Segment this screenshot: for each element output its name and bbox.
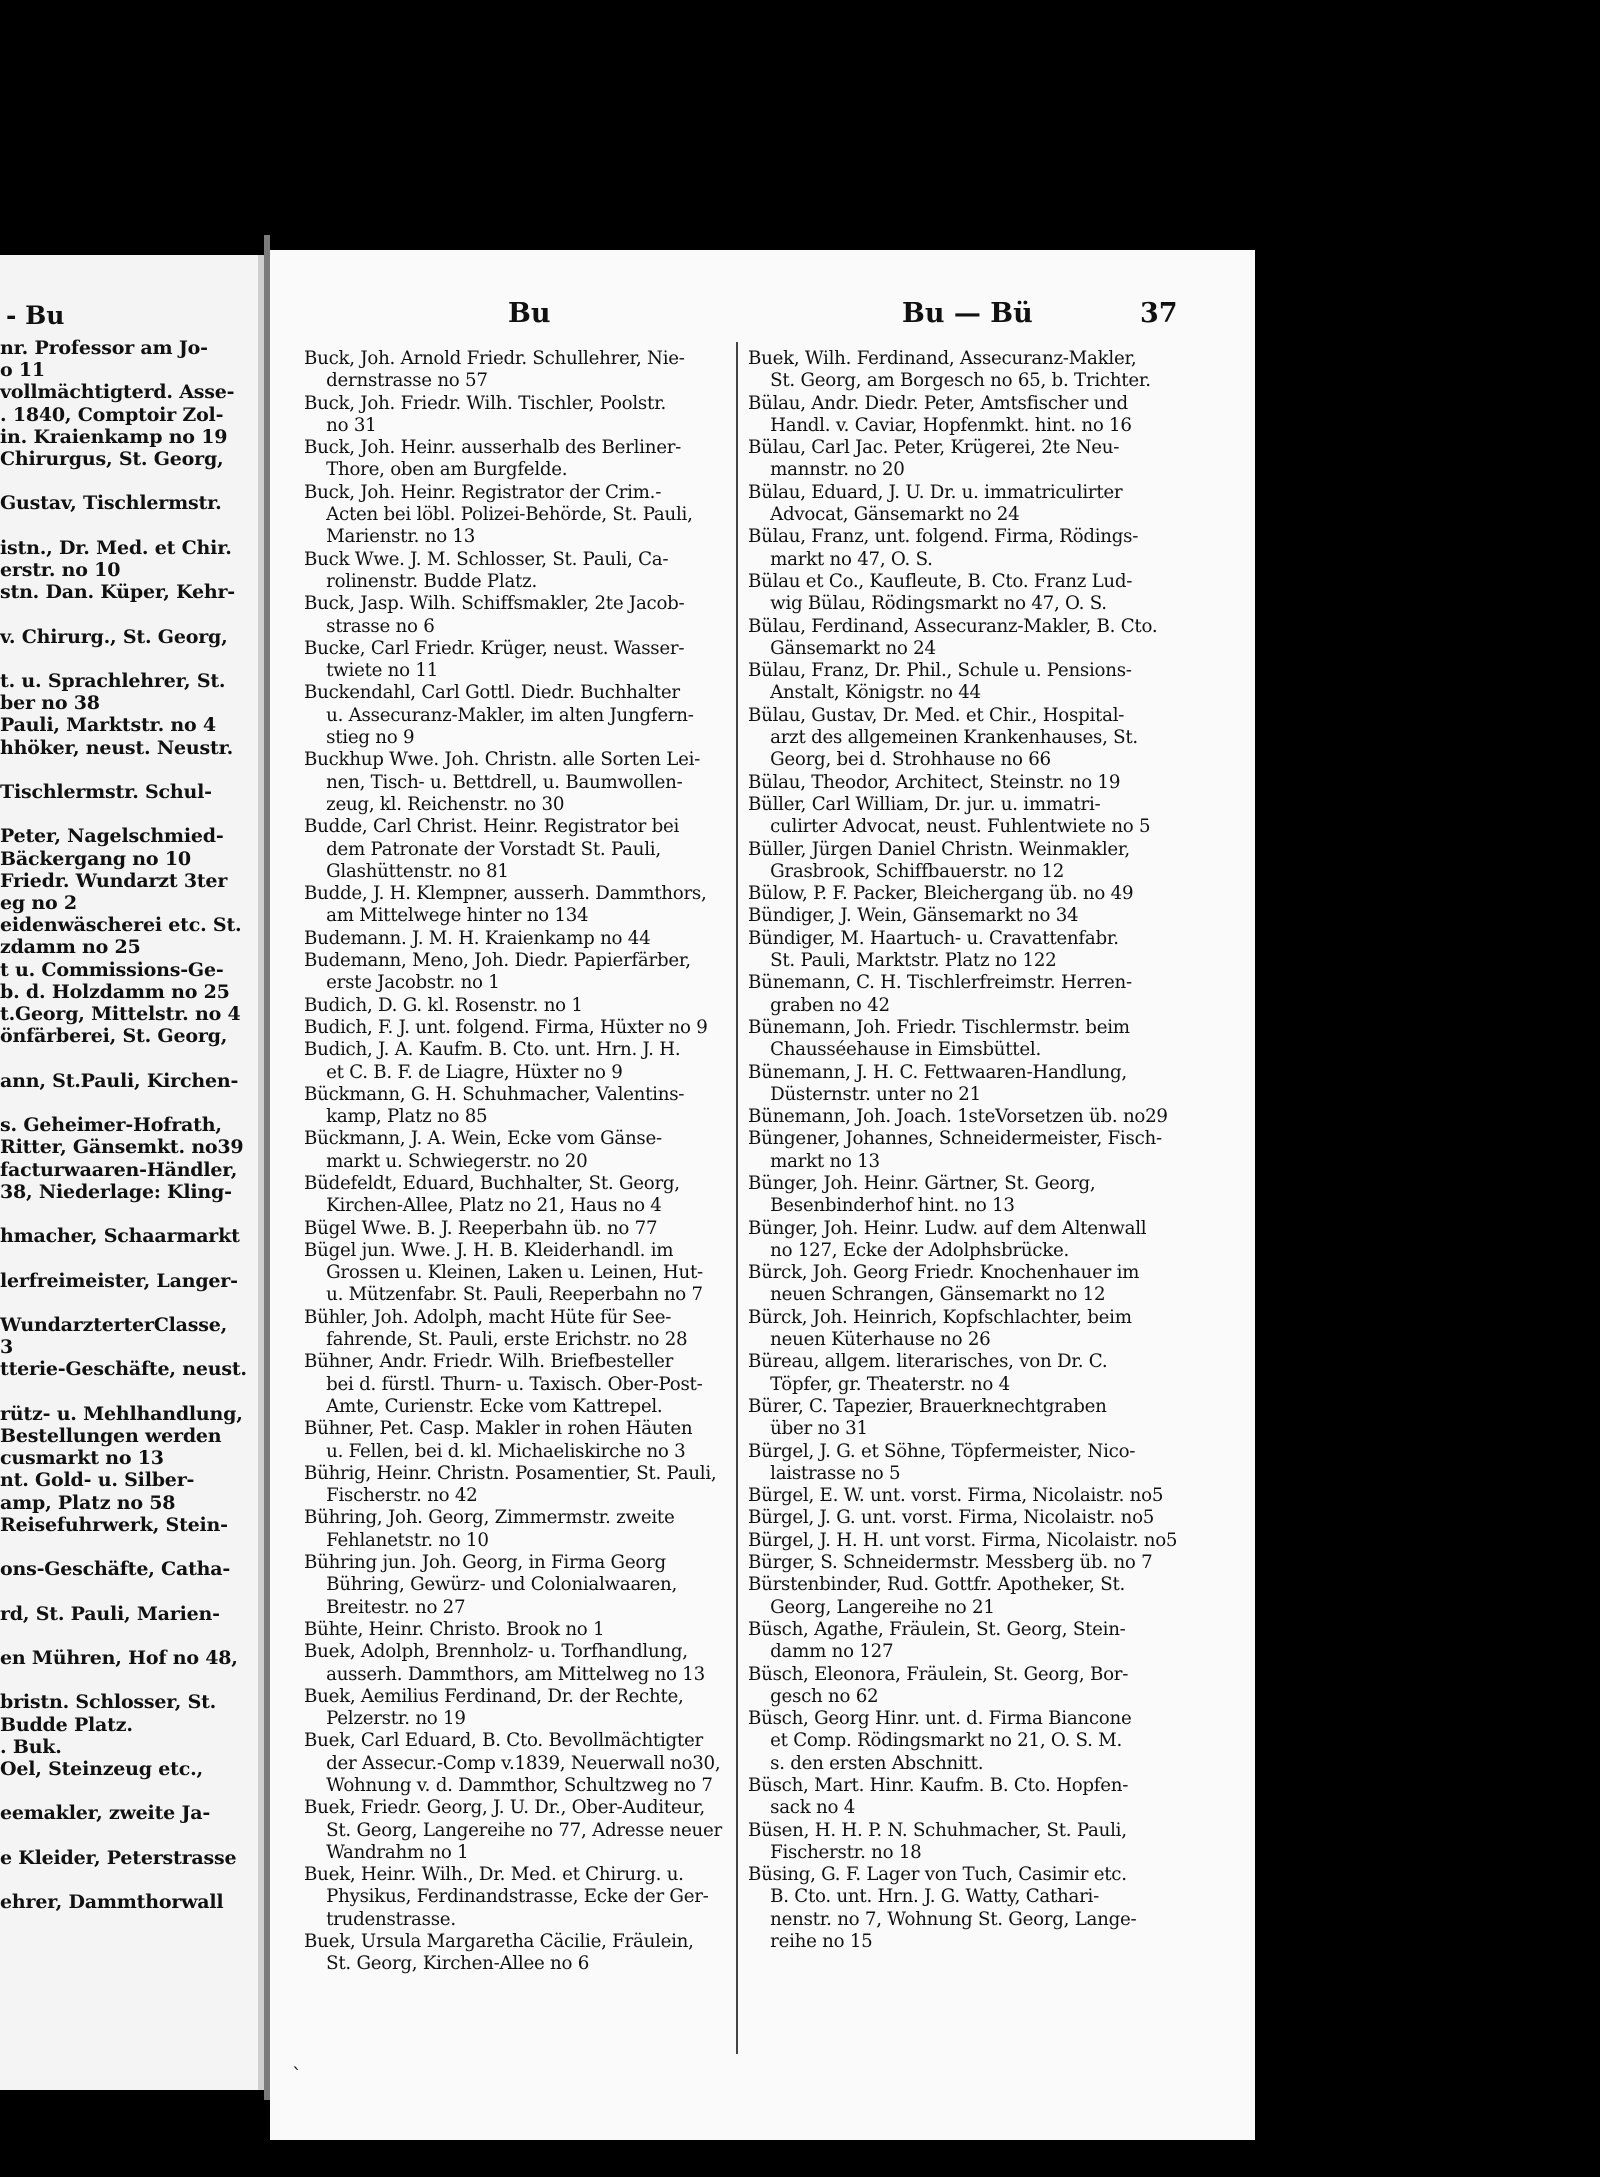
entry-line: Buek, Adolph, Brennholz- u. Torfhandlung, bbox=[304, 1641, 688, 1663]
entry-line: amp, Platz no 58 bbox=[0, 1491, 176, 1514]
entry-line: Buck Wwe. J. M. Schlosser, St. Pauli, Ca- bbox=[304, 548, 669, 570]
entry-line: Buek, Friedr. Georg, J. U. Dr., Ober-Auditeur, bbox=[304, 1797, 705, 1819]
entry-line: o 11 bbox=[0, 359, 45, 382]
entry-line: Gänsemarkt no 24 bbox=[748, 637, 936, 659]
entry-line: Bünemann, Joh. Joach. 1steVorsetzen üb. no29 bbox=[748, 1106, 1168, 1128]
entry-line bbox=[0, 759, 247, 781]
entry-line: Bürstenbinder, Rud. Gottfr. Apotheker, St. bbox=[748, 1574, 1126, 1596]
entry-line: Fischerstr. no 18 bbox=[748, 1841, 922, 1863]
entry-line: am Mittelwege hinter no 134 bbox=[304, 905, 589, 927]
entry-line: Thore, oben am Burgfelde. bbox=[304, 459, 568, 481]
entry-line: Budich, J. A. Kaufm. B. Cto. unt. Hrn. J. H. bbox=[304, 1039, 681, 1061]
entry-line: Bürer, C. Tapezier, Brauerknechtgraben bbox=[748, 1395, 1107, 1417]
entry-line: Bürger, S. Schneidermstr. Messberg üb. no 7 bbox=[748, 1552, 1153, 1574]
entry-line: et Comp. Rödingsmarkt no 21, O. S. M. bbox=[748, 1730, 1123, 1752]
entry-line bbox=[0, 1580, 247, 1602]
entry-line: Breitestr. no 27 bbox=[304, 1596, 466, 1618]
entry-line: ber no 38 bbox=[0, 692, 100, 715]
entry-line: Pelzerstr. no 19 bbox=[304, 1708, 466, 1730]
entry-line: Buck, Joh. Arnold Friedr. Schullehrer, Nie- bbox=[304, 348, 685, 369]
entry-line: Bülau, Franz, Dr. Phil., Schule u. Pensions- bbox=[748, 660, 1132, 682]
entry-line bbox=[0, 603, 247, 625]
entry-line: reihe no 15 bbox=[748, 1931, 873, 1953]
entry-line bbox=[0, 1825, 247, 1847]
entry-line: Peter, Nagelschmied- bbox=[0, 825, 224, 848]
entry-line: s. Geheimer-Hofrath, bbox=[0, 1114, 222, 1137]
entry-line: kamp, Platz no 85 bbox=[304, 1106, 488, 1128]
entry-line: rütz- u. Mehlhandlung, bbox=[0, 1402, 243, 1425]
entry-line: Handl. v. Caviar, Hopfenmkt. hint. no 16 bbox=[748, 414, 1132, 436]
entry-line: stieg no 9 bbox=[304, 727, 415, 749]
entry-line: t. u. Sprachlehrer, St. bbox=[0, 670, 226, 693]
entry-line: Büsch, Mart. Hinr. Kaufm. B. Cto. Hopfen- bbox=[748, 1775, 1129, 1796]
entry-line bbox=[0, 1203, 247, 1225]
entry-line bbox=[0, 1669, 247, 1691]
entry-line: Bürgel, E. W. unt. vorst. Firma, Nicolaistr. no5 bbox=[748, 1485, 1164, 1507]
entry-line: neuen Küterhause no 26 bbox=[748, 1329, 991, 1351]
entry-line: Bülow, P. F. Packer, Bleichergang üb. no 49 bbox=[748, 883, 1134, 905]
entry-line: Glashüttenstr. no 81 bbox=[304, 860, 509, 882]
entry-line: culirter Advocat, neust. Fuhlentwiete no 5 bbox=[748, 816, 1151, 838]
entry-line: Anstalt, Königstr. no 44 bbox=[748, 682, 981, 704]
entry-line: 38, Niederlage: Kling- bbox=[0, 1180, 232, 1203]
entry-line: eemakler, zweite Ja- bbox=[0, 1802, 211, 1825]
entry-line: nenstr. no 7, Wohnung St. Georg, Lange- bbox=[748, 1908, 1137, 1930]
entry-line: Büngener, Johannes, Schneidermeister, Fisch- bbox=[748, 1128, 1162, 1150]
entry-line bbox=[0, 1780, 247, 1802]
entry-line: fahrende, St. Pauli, erste Erichstr. no 28 bbox=[304, 1329, 688, 1351]
entry-line: Gustav, Tischlermstr. bbox=[0, 492, 222, 515]
entry-line: Bühring, Joh. Georg, Zimmermstr. zweite bbox=[304, 1507, 675, 1529]
entry-line: en Mühren, Hof no 48, bbox=[0, 1646, 238, 1669]
entry-line: Chirurgus, St. Georg, bbox=[0, 448, 224, 471]
entry-line: Grasbrook, Schiffbauerstr. no 12 bbox=[748, 860, 1065, 882]
running-head-left: Bu bbox=[508, 298, 551, 329]
entry-line: Bestellungen werden bbox=[0, 1424, 222, 1447]
entry-line: Oel, Steinzeug etc., bbox=[0, 1758, 203, 1780]
entry-line: önfärberei, St. Georg, bbox=[0, 1025, 228, 1048]
entry-line bbox=[0, 470, 247, 492]
entry-line: tterie-Geschäfte, neust. bbox=[0, 1358, 247, 1381]
entry-line: cusmarkt no 13 bbox=[0, 1447, 164, 1470]
entry-line: Bückmann, J. A. Wein, Ecke vom Gänse- bbox=[304, 1128, 662, 1150]
entry-line: Chausséehause in Eimsbüttel. bbox=[748, 1039, 1041, 1061]
directory-column-1 bbox=[304, 348, 722, 1976]
entry-line bbox=[0, 1247, 247, 1269]
entry-line: laistrasse no 5 bbox=[748, 1462, 901, 1484]
entry-line: Bülau, Carl Jac. Peter, Krügerei, 2te Neu- bbox=[748, 437, 1120, 459]
entry-line: Budemann. J. M. H. Kraienkamp no 44 bbox=[304, 927, 651, 949]
entry-line: Buck, Jasp. Wilh. Schiffsmakler, 2te Jacob- bbox=[304, 593, 685, 615]
entry-line: Bülau, Andr. Diedr. Peter, Amtsfischer und bbox=[748, 392, 1128, 414]
entry-line: markt no 47, O. S. bbox=[748, 548, 933, 570]
entry-line: u. Fellen, bei d. kl. Michaeliskirche no 3 bbox=[304, 1440, 686, 1462]
entry-line: Acten bei löbl. Polizei-Behörde, St. Pauli, bbox=[304, 504, 693, 526]
entry-line bbox=[0, 1625, 247, 1647]
entry-line: Buek, Aemilius Ferdinand, Dr. der Rechte, bbox=[304, 1685, 684, 1707]
entry-line: ann, St.Pauli, Kirchen- bbox=[0, 1069, 239, 1092]
entry-line: ausserh. Dammthors, am Mittelweg no 13 bbox=[304, 1663, 705, 1685]
entry-line bbox=[0, 648, 247, 670]
entry-line: Amte, Curienstr. Ecke vom Kattrepel. bbox=[304, 1395, 663, 1417]
entry-line: Budemann, Meno, Joh. Diedr. Papierfärber, bbox=[304, 950, 691, 972]
right-page bbox=[270, 250, 1255, 2140]
entry-line: Büller, Carl William, Dr. jur. u. immatri- bbox=[748, 793, 1101, 815]
entry-line: Buck, Joh. Heinr. ausserhalb des Berliner- bbox=[304, 437, 682, 459]
entry-line: St. Georg, Kirchen-Allee no 6 bbox=[304, 1953, 590, 1975]
entry-line: Bühring jun. Joh. Georg, in Firma Georg bbox=[304, 1552, 666, 1574]
entry-line: Budde, Carl Christ. Heinr. Registrator bei bbox=[304, 816, 680, 838]
entry-line: Bürck, Joh. Heinrich, Kopfschlachter, beim bbox=[748, 1306, 1132, 1328]
entry-line: s. den ersten Abschnitt. bbox=[748, 1752, 984, 1774]
entry-line: Bügel Wwe. B. J. Reeperbahn üb. no 77 bbox=[304, 1217, 658, 1239]
entry-line bbox=[0, 1092, 247, 1114]
entry-line bbox=[0, 1048, 247, 1070]
entry-line: Budde, J. H. Klempner, ausserh. Dammthors, bbox=[304, 883, 707, 905]
entry-line: Fehlanetstr. no 10 bbox=[304, 1529, 489, 1551]
entry-line: Buckendahl, Carl Gottl. Diedr. Buchhalter bbox=[304, 682, 680, 704]
entry-line: t.Georg, Mittelstr. no 4 bbox=[0, 1003, 241, 1026]
entry-line: Bühler, Joh. Adolph, macht Hüte für See- bbox=[304, 1306, 672, 1328]
entry-line: Bünemann, Joh. Friedr. Tischlermstr. beim bbox=[748, 1016, 1130, 1038]
entry-line bbox=[0, 803, 247, 825]
entry-line: Bülau, Gustav, Dr. Med. et Chir., Hospital- bbox=[748, 704, 1125, 726]
entry-line: Bünger, Joh. Heinr. Ludw. auf dem Altenwall bbox=[748, 1217, 1147, 1239]
entry-line: damm no 127 bbox=[748, 1641, 894, 1663]
entry-line: ehrer, Dammthorwall bbox=[0, 1891, 224, 1914]
entry-line: Fischerstr. no 42 bbox=[304, 1485, 478, 1507]
left-page-header: - Bu bbox=[6, 301, 65, 330]
entry-line: twiete no 11 bbox=[304, 660, 439, 682]
entry-line: ons-Geschäfte, Catha- bbox=[0, 1558, 231, 1581]
entry-line: Budich, D. G. kl. Rosenstr. no 1 bbox=[304, 994, 583, 1016]
entry-line: Georg, bei d. Strohhause no 66 bbox=[748, 749, 1051, 771]
entry-line: no 127, Ecke der Adolphsbrücke. bbox=[748, 1239, 1070, 1261]
entry-line: Bündiger, J. Wein, Gänsemarkt no 34 bbox=[748, 905, 1079, 927]
entry-line: gesch no 62 bbox=[748, 1685, 879, 1707]
entry-line: Budich, F. J. unt. folgend. Firma, Hüxter no 9 bbox=[304, 1016, 708, 1038]
entry-line bbox=[0, 1869, 247, 1891]
entry-line: Bügel jun. Wwe. J. H. B. Kleiderhandl. im bbox=[304, 1239, 674, 1261]
entry-line: erstr. no 10 bbox=[0, 559, 121, 582]
entry-line: über no 31 bbox=[748, 1418, 868, 1440]
entry-line: v. Chirurg., St. Georg, bbox=[0, 625, 228, 648]
entry-line: Besenbinderhof hint. no 13 bbox=[748, 1195, 1015, 1217]
entry-line: Büsch, Georg Hinr. unt. d. Firma Biancone bbox=[748, 1708, 1132, 1730]
entry-line: Büsen, H. H. P. N. Schuhmacher, St. Pauli, bbox=[748, 1819, 1127, 1841]
entry-line: rolinenstr. Budde Platz. bbox=[304, 570, 537, 592]
entry-line: wig Bülau, Rödingsmarkt no 47, O. S. bbox=[748, 593, 1107, 615]
entry-line: eidenwäscherei etc. St. bbox=[0, 914, 242, 937]
entry-line: Buckhup Wwe. Joh. Christn. alle Sorten Lei- bbox=[304, 749, 701, 771]
entry-line: bristn. Schlosser, St. bbox=[0, 1691, 217, 1714]
entry-line: Büsch, Agathe, Fräulein, St. Georg, Stein- bbox=[748, 1618, 1126, 1640]
entry-line: neuen Schrangen, Gänsemarkt no 12 bbox=[748, 1284, 1106, 1306]
entry-line: zeug, kl. Reichenstr. no 30 bbox=[304, 793, 565, 815]
entry-line: Buek, Heinr. Wilh., Dr. Med. et Chirurg. u. bbox=[304, 1864, 684, 1886]
entry-line: Büsing, G. F. Lager von Tuch, Casimir etc. bbox=[748, 1864, 1127, 1886]
entry-line: Bühner, Andr. Friedr. Wilh. Briefbesteller bbox=[304, 1351, 674, 1373]
entry-line: Bühner, Pet. Casp. Makler in rohen Häuten bbox=[304, 1418, 693, 1440]
left-page-text bbox=[0, 337, 247, 1913]
entry-line: Töpfer, gr. Theaterstr. no 4 bbox=[748, 1373, 1010, 1395]
left-page bbox=[0, 255, 264, 2090]
entry-line: nt. Gold- u. Silber- bbox=[0, 1469, 195, 1492]
entry-line: Buek, Wilh. Ferdinand, Assecuranz-Makler, bbox=[748, 348, 1137, 369]
entry-line: eg no 2 bbox=[0, 892, 77, 915]
entry-line: Advocat, Gänsemarkt no 24 bbox=[748, 504, 1020, 526]
entry-line bbox=[0, 1292, 247, 1314]
entry-line: Buek, Carl Eduard, B. Cto. Bevollmächtigter bbox=[304, 1730, 703, 1752]
entry-line: Bührig, Heinr. Christn. Posamentier, St. Pauli, bbox=[304, 1462, 717, 1484]
entry-line: Georg, Langereihe no 21 bbox=[748, 1596, 995, 1618]
entry-line: facturwaaren-Händler, bbox=[0, 1158, 238, 1181]
entry-line: Düsternstr. unter no 21 bbox=[748, 1083, 981, 1105]
entry-line: Büreau, allgem. literarisches, von Dr. C. bbox=[748, 1351, 1108, 1373]
entry-line: Bäckergang no 10 bbox=[0, 847, 191, 870]
entry-line: Bühring, Gewürz- und Colonialwaaren, bbox=[304, 1574, 678, 1596]
entry-line: Bünger, Joh. Heinr. Gärtner, St. Georg, bbox=[748, 1172, 1096, 1194]
entry-line: Pauli, Marktstr. no 4 bbox=[0, 714, 216, 737]
entry-line: Bürgel, J. G. et Söhne, Töpfermeister, Nico- bbox=[748, 1440, 1136, 1462]
entry-line: nen, Tisch- u. Bettdrell, u. Baumwollen- bbox=[304, 771, 683, 793]
entry-line: Wohnung v. d. Dammthor, Schultzweg no 7 bbox=[304, 1775, 713, 1796]
running-head-right: Bu — Bü bbox=[902, 298, 1033, 329]
entry-line: Bühte, Heinr. Christo. Brook no 1 bbox=[304, 1618, 605, 1640]
entry-line: Büdefeldt, Eduard, Buchhalter, St. Georg, bbox=[304, 1172, 680, 1194]
entry-line: Ritter, Gänsemkt. no39 bbox=[0, 1136, 244, 1159]
entry-line: Bülau, Ferdinand, Assecuranz-Makler, B. Cto. bbox=[748, 615, 1158, 637]
entry-line: B. Cto. unt. Hrn. J. G. Watty, Cathari- bbox=[748, 1886, 1100, 1908]
entry-line: strasse no 6 bbox=[304, 615, 435, 637]
entry-line: Bülau et Co., Kaufleute, B. Cto. Franz Lud- bbox=[748, 570, 1133, 592]
entry-line: dem Patronate der Vorstadt St. Pauli, bbox=[304, 838, 661, 860]
entry-line: sack no 4 bbox=[748, 1797, 856, 1819]
entry-line: Bürgel, J. G. unt. vorst. Firma, Nicolaistr. no5 bbox=[748, 1507, 1155, 1529]
entry-line: Büsch, Eleonora, Fräulein, St. Georg, Bor- bbox=[748, 1663, 1129, 1685]
entry-line: Bucke, Carl Friedr. Krüger, neust. Wasser- bbox=[304, 637, 685, 659]
entry-line: u. Mützenfabr. St. Pauli, Reeperbahn no 7 bbox=[304, 1284, 703, 1306]
entry-line: et C. B. F. de Liagre, Hüxter no 9 bbox=[304, 1061, 623, 1083]
entry-line: Bückmann, G. H. Schuhmacher, Valentins- bbox=[304, 1083, 685, 1105]
entry-line: Bürck, Joh. Georg Friedr. Knochenhauer im bbox=[748, 1262, 1140, 1284]
entry-line: arzt des allgemeinen Krankenhauses, St. bbox=[748, 727, 1138, 749]
entry-line: istn., Dr. Med. et Chir. bbox=[0, 536, 232, 559]
entry-line: Marienstr. no 13 bbox=[304, 526, 476, 548]
entry-line: Bürgel, J. H. H. unt vorst. Firma, Nicolaistr. no5 bbox=[748, 1529, 1178, 1551]
entry-line: Bünemann, J. H. C. Fettwaaren-Handlung, bbox=[748, 1061, 1127, 1083]
entry-line: Grossen u. Kleinen, Laken u. Leinen, Hut- bbox=[304, 1262, 703, 1284]
entry-line: markt u. Schwiegerstr. no 20 bbox=[304, 1150, 588, 1172]
entry-line: no 31 bbox=[304, 414, 377, 436]
entry-line: Reisefuhrwerk, Stein- bbox=[0, 1513, 228, 1536]
entry-line: St. Pauli, Marktstr. Platz no 122 bbox=[748, 950, 1057, 972]
entry-line bbox=[0, 515, 247, 537]
entry-line: . 1840, Comptoir Zol- bbox=[0, 403, 224, 426]
entry-line: Buck, Joh. Heinr. Registrator der Crim.- bbox=[304, 481, 662, 503]
entry-line: Buck, Joh. Friedr. Wilh. Tischler, Poolstr. bbox=[304, 392, 667, 414]
entry-line: mannstr. no 20 bbox=[748, 459, 905, 481]
entry-line: Büller, Jürgen Daniel Christn. Weinmakler, bbox=[748, 838, 1130, 860]
entry-line: erste Jacobstr. no 1 bbox=[304, 972, 500, 994]
entry-line: dernstrasse no 57 bbox=[304, 370, 488, 392]
entry-line: Physikus, Ferdinandstrasse, Ecke der Ger- bbox=[304, 1886, 709, 1908]
directory-column-2 bbox=[748, 348, 1188, 1953]
entry-line: in. Kraienkamp no 19 bbox=[0, 425, 228, 448]
entry-line: b. d. Holzdamm no 25 bbox=[0, 980, 230, 1003]
entry-line: Bünemann, C. H. Tischlerfreimstr. Herren- bbox=[748, 972, 1132, 994]
entry-line: Bülau, Eduard, J. U. Dr. u. immatriculirter bbox=[748, 481, 1123, 503]
entry-line: hmacher, Schaarmarkt bbox=[0, 1225, 240, 1248]
entry-line: Tischlermstr. Schul- bbox=[0, 781, 212, 804]
entry-line: u. Assecuranz-Makler, im alten Jungfern- bbox=[304, 704, 694, 726]
entry-line: St. Georg, Langereihe no 77, Adresse neuer bbox=[304, 1819, 722, 1841]
entry-line: vollmächtigterd. Asse- bbox=[0, 381, 235, 404]
entry-line: Bülau, Franz, unt. folgend. Firma, Rödings- bbox=[748, 526, 1139, 548]
entry-line: Bülau, Theodor, Architect, Steinstr. no 19 bbox=[748, 771, 1121, 793]
entry-line: St. Georg, am Borgesch no 65, b. Trichter. bbox=[748, 370, 1151, 392]
entry-line: . Buk. bbox=[0, 1735, 62, 1758]
entry-line: bei d. fürstl. Thurn- u. Taxisch. Ober-Post- bbox=[304, 1373, 703, 1395]
entry-line bbox=[0, 1536, 247, 1558]
entry-line: graben no 42 bbox=[748, 994, 890, 1016]
entry-line bbox=[0, 1381, 247, 1403]
entry-line: stn. Dan. Küper, Kehr- bbox=[0, 581, 235, 604]
entry-line: 3 bbox=[0, 1336, 14, 1359]
entry-line: trudenstrasse. bbox=[304, 1908, 456, 1930]
entry-line: Budde Platz. bbox=[0, 1713, 133, 1736]
entry-line: zdamm no 25 bbox=[0, 936, 141, 959]
entry-line: Wandrahm no 1 bbox=[304, 1841, 469, 1863]
entry-line: lerfreimeister, Langer- bbox=[0, 1269, 238, 1292]
entry-line: t u. Commissions-Ge- bbox=[0, 958, 224, 981]
entry-line: Bündiger, M. Haartuch- u. Cravattenfabr. bbox=[748, 927, 1119, 949]
entry-line: Friedr. Wundarzt 3ter bbox=[0, 869, 228, 892]
entry-line: e Kleider, Peterstrasse bbox=[0, 1846, 237, 1869]
entry-line: hhöker, neust. Neustr. bbox=[0, 736, 234, 759]
page-number: 37 bbox=[1140, 298, 1178, 329]
entry-line: der Assecur.-Comp v.1839, Neuerwall no30, bbox=[304, 1752, 721, 1774]
entry-line: nr. Professor am Jo- bbox=[0, 337, 208, 359]
ink-mark: ` bbox=[292, 2063, 302, 2087]
column-rule bbox=[736, 342, 738, 2054]
entry-line: markt no 13 bbox=[748, 1150, 880, 1172]
entry-line: WundarzterterClasse, bbox=[0, 1313, 228, 1336]
entry-line: Kirchen-Allee, Platz no 21, Haus no 4 bbox=[304, 1195, 662, 1217]
entry-line: rd, St. Pauli, Marien- bbox=[0, 1602, 220, 1625]
entry-line: Buek, Ursula Margaretha Cäcilie, Fräulein, bbox=[304, 1931, 694, 1953]
